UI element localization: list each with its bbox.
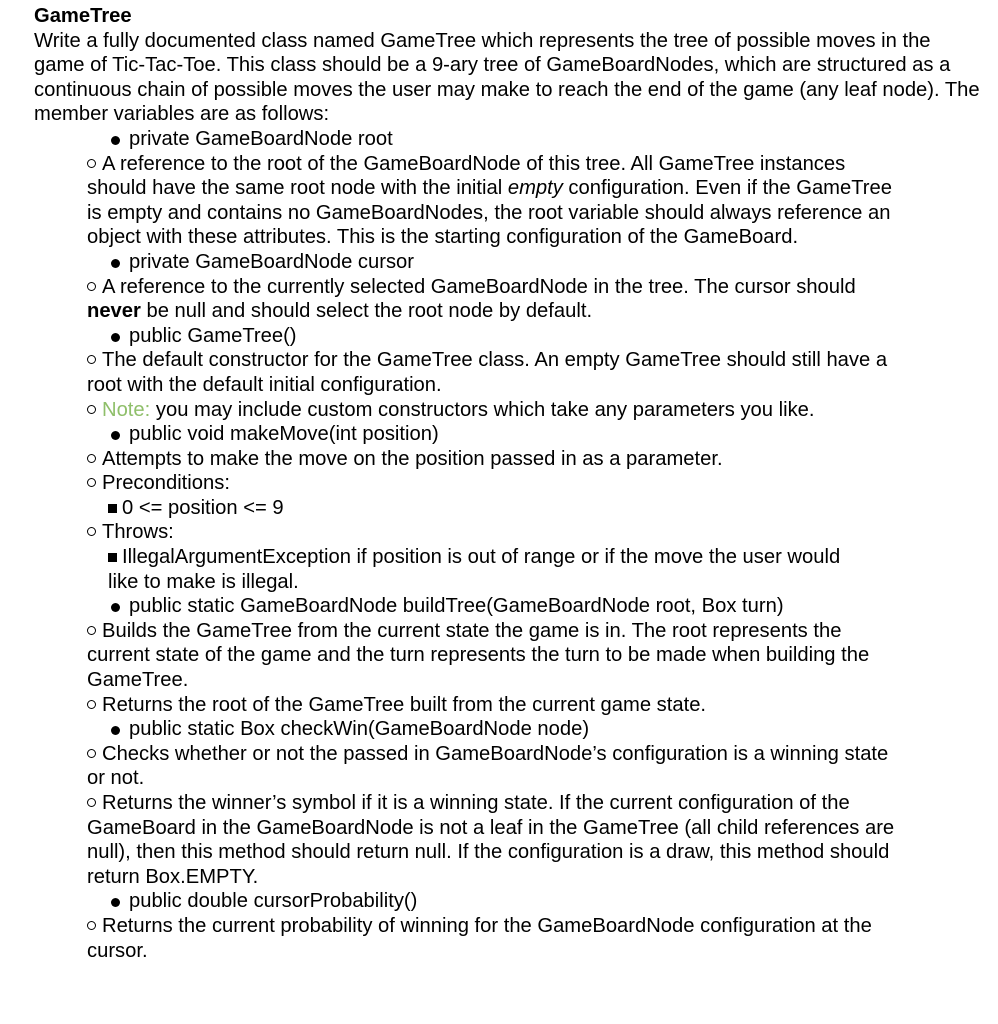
square-bullet-icon <box>108 553 117 562</box>
member-root <box>109 127 989 152</box>
member-signature: public static Box checkWin(GameBoardNode node) <box>129 718 590 741</box>
circle-bullet-icon <box>87 749 96 758</box>
throws-item: IllegalArgumentException if position is out of range or if the move the user would like to make is illegal. <box>108 546 841 593</box>
circle-bullet-icon <box>87 478 96 487</box>
member-description: A reference to the currently selected GameBoardNode in the tree. The cursor should never be null and should select the root node by default. <box>87 275 856 323</box>
preconditions-label: Preconditions: <box>87 471 897 496</box>
circle-bullet-icon <box>87 700 96 709</box>
member-signature: private GameBoardNode root <box>129 127 393 150</box>
circle-bullet-icon <box>87 921 96 930</box>
member-cursor <box>109 250 989 275</box>
bullet-icon <box>111 333 120 342</box>
circle-bullet-icon <box>87 454 96 463</box>
circle-bullet-icon <box>87 626 96 635</box>
member-description: Attempts to make the move on the position passed in as a parameter. <box>87 447 897 472</box>
bullet-icon <box>111 603 120 612</box>
member-check-win <box>109 717 989 742</box>
member-signature: public static GameBoardNode buildTree(GameBoardNode root, Box turn) <box>129 595 784 618</box>
member-description: Builds the GameTree from the current state the game is in. The root represents the current state of the game and the turn represents the turn to be made when building the GameTree. <box>87 619 870 692</box>
circle-bullet-icon <box>87 527 96 536</box>
member-signature: public void makeMove(int position) <box>129 423 439 446</box>
member-returns: Returns the root of the GameTree built from the current game state. <box>87 693 897 718</box>
member-signature: public double cursorProbability() <box>129 890 418 913</box>
section-title: GameTree <box>34 5 132 27</box>
member-cursor-probability <box>109 889 989 914</box>
square-bullet-icon <box>108 504 117 513</box>
member-make-move <box>109 422 989 447</box>
bullet-icon <box>111 431 120 440</box>
note-label: Note: <box>102 398 151 421</box>
circle-bullet-icon <box>87 405 96 414</box>
throws-label: Throws: <box>87 520 897 545</box>
member-signature: private GameBoardNode cursor <box>129 250 415 273</box>
bullet-icon <box>111 259 120 268</box>
intro-paragraph: Write a fully documented class named GameTree which represents the tree of possible moves in the game of Tic-Tac-Toe. This class should be a 9-ary tree of GameBoardNodes, which are structured as a continuous chain of possible moves the user may make to reach the end of the game (any leaf node). The member variables are as follows: <box>34 29 980 126</box>
bullet-icon <box>111 898 120 907</box>
member-description: The default constructor for the GameTree class. An empty GameTree should still have a root with the default initial configuration. <box>87 349 888 396</box>
circle-bullet-icon <box>87 355 96 364</box>
bullet-icon <box>111 726 120 735</box>
member-constructor <box>109 324 989 349</box>
circle-bullet-icon <box>87 159 96 168</box>
constructor-note: Note: you may include custom constructors which take any parameters you like. <box>87 398 897 423</box>
member-description: A reference to the root of the GameBoardNode of this tree. All GameTree instances should have the same root node with the initial empty configuration. Even if the GameTree is empty and contains no GameBoardNodes, the root variable should always reference an object with these attributes. This is the starting configuration of the GameBoard. <box>87 152 892 249</box>
circle-bullet-icon <box>87 798 96 807</box>
member-signature: public GameTree() <box>129 324 297 347</box>
bullet-icon <box>111 136 120 145</box>
circle-bullet-icon <box>87 282 96 291</box>
member-returns: Returns the winner’s symbol if it is a winning state. If the current configuration of the GameBoard in the GameBoardNode is not a leaf in the GameTree (all child references are null), then this method should return null. If the configuration is a draw, this method should return Box.EMPTY. <box>87 792 895 888</box>
member-returns: Returns the current probability of winning for the GameBoardNode configuration at the cursor. <box>87 914 872 962</box>
member-description: Checks whether or not the passed in GameBoardNode’s configuration is a winning state or not. <box>87 742 889 790</box>
precondition-item: 0 <= position <= 9 <box>108 496 843 521</box>
member-build-tree <box>109 594 989 619</box>
